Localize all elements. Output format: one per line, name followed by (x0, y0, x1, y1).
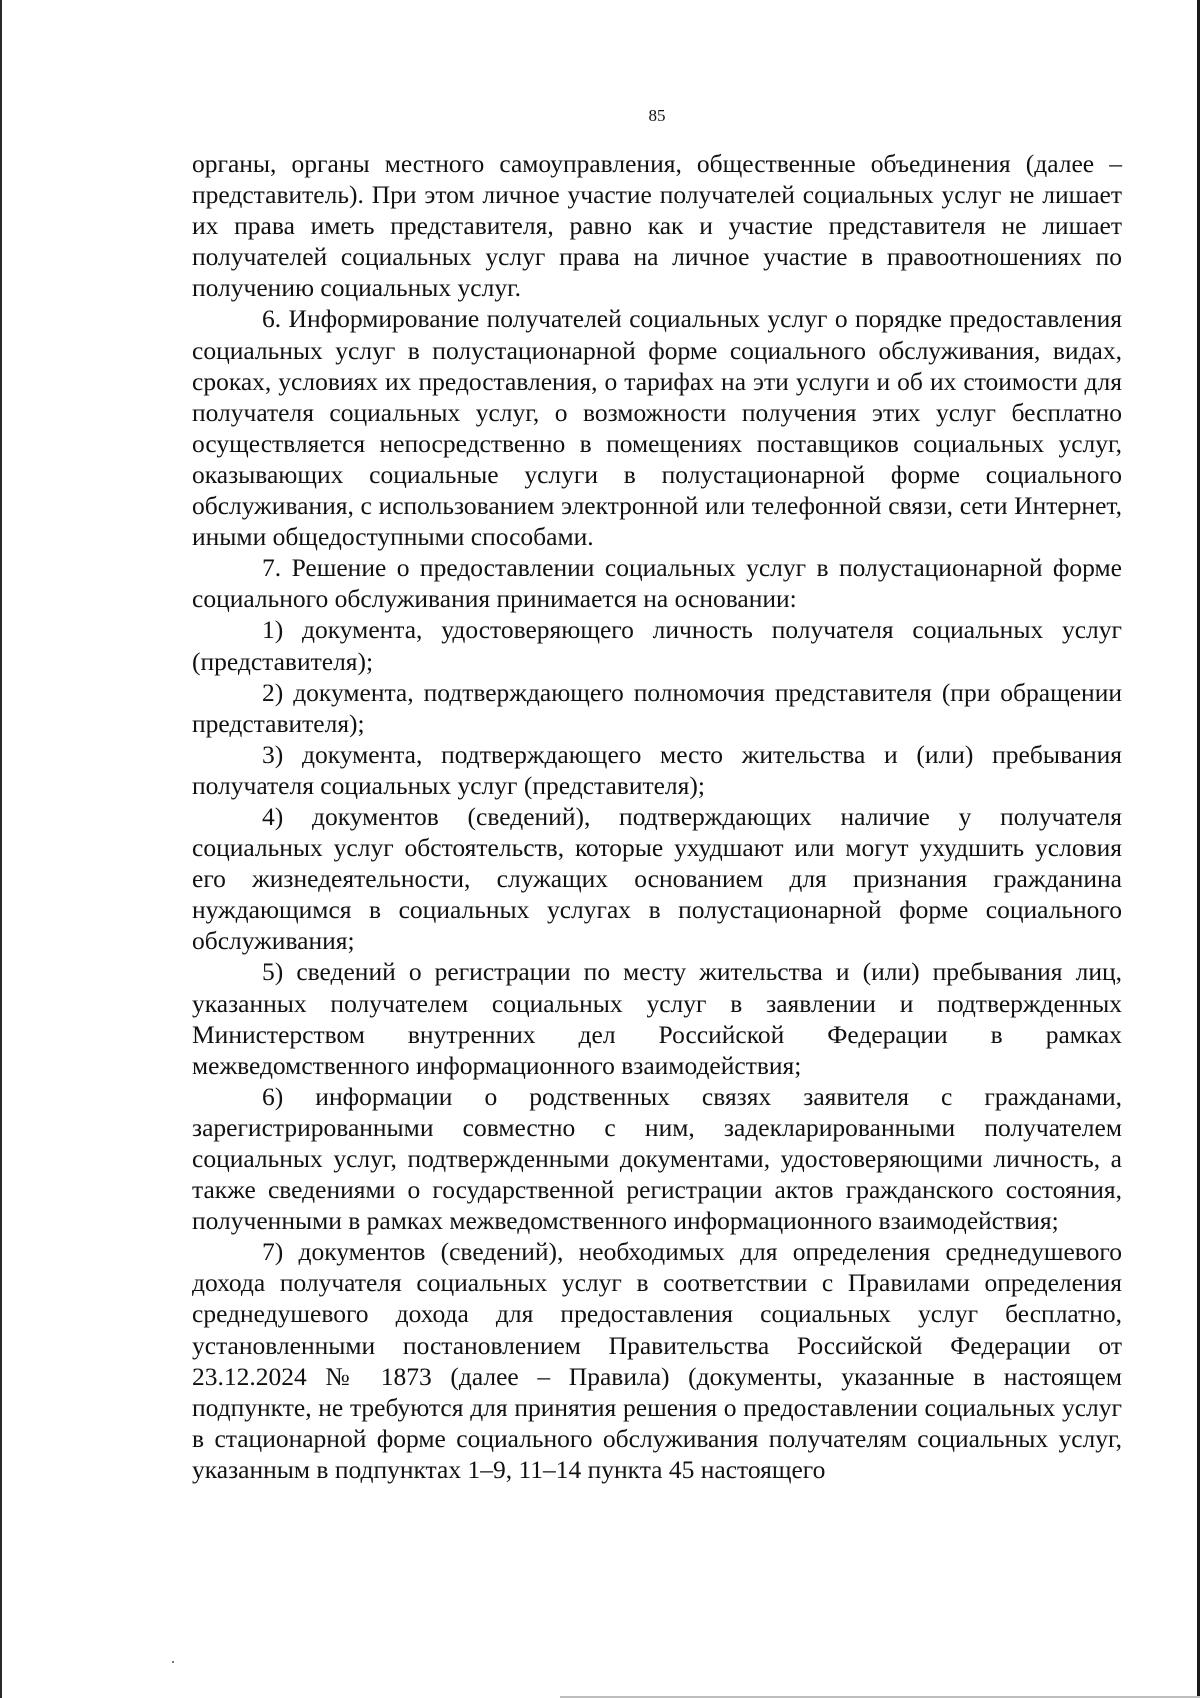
subitem-2: 2) документа, подтверждающего полномочия представителя (при обращении представителя); (192, 677, 1122, 738)
subitem-5: 5) сведений о регистрации по месту жительства и (или) пребывания лиц, указанных получателем социальных услуг в заявлении и подтвержденных Министерством внутренних дел Российской Федерации в рамках межведомственного информационного взаимодействия; (192, 957, 1122, 1080)
subitem-7: 7) документов (сведений), необходимых для определения среднедушевого дохода получателя социальных услуг в соответствии с Правилами определения среднедушевого дохода для предоставления социальных услуг бесплатно, установленными постановлением Правительства Российской Федерации от 23.12.2024 № 1873 (далее – Правила) (документы, указанные в настоящем подпункте, не требуются для принятия решения о предоставлении социальных услуг в стационарной форме социального обслуживания получателям социальных услуг, указанным в подпунктах 1–9, 11–14 пункта 45 настоящего (192, 1237, 1122, 1484)
subitem-1: 1) документа, удостоверяющего личность получателя социальных услуг (представителя); (192, 615, 1122, 676)
page-number: 85 (648, 106, 666, 125)
paragraph-continuation: органы, органы местного самоуправления, общественные объединения (далее – представитель). При этом личное участие получателей социальных услуг не лишает их права иметь представителя, равно как и участие представителя не лишает получателей социальных услуг права на личное участие в правоотношениях по получению социальных услуг. (192, 149, 1122, 303)
document-body (192, 148, 1122, 1485)
scan-border-left (0, 0, 2, 1698)
paragraph-item-7: 7. Решение о предоставлении социальных услуг в полустационарной форме социального обслуживания принимается на основании: (192, 553, 1122, 614)
scan-speck (172, 1661, 174, 1663)
subitem-4: 4) документов (сведений), подтверждающих наличие у получателя социальных услуг обстоятельств, которые ухудшают или могут ухудшить условия его жизнедеятельности, служащих основанием для признания гражданина нуждающимся в социальных услугах в полустационарной форме социального обслуживания; (192, 801, 1122, 956)
paragraph-item-6: 6. Информирование получателей социальных услуг о порядке предоставления социальных услуг в полустационарной форме социального обслуживания, видах, сроках, условиях их предоставления, о тарифах на эти услуги и об их стоимости для получателя социальных услуг, о возможности получения этих услуг бесплатно осуществляется непосредственно в помещениях поставщиков социальных услуг, оказывающих социальные услуги в полустационарной форме социального обслуживания, с использованием электронной или телефонной связи, сети Интернет, иными общедоступными способами. (192, 304, 1122, 552)
subitem-6: 6) информации о родственных связях заявителя с гражданами, зарегистрированными совместно с ним, задекларированными получателем социальных услуг, подтвержденными документами, удостоверяющими личность, а также сведениями о государственной регистрации актов гражданского состояния, полученными в рамках межведомственного информационного взаимодействия; (192, 1081, 1122, 1236)
subitem-3: 3) документа, подтверждающего место жительства и (или) пребывания получателя социальных услуг (представителя); (192, 739, 1122, 800)
